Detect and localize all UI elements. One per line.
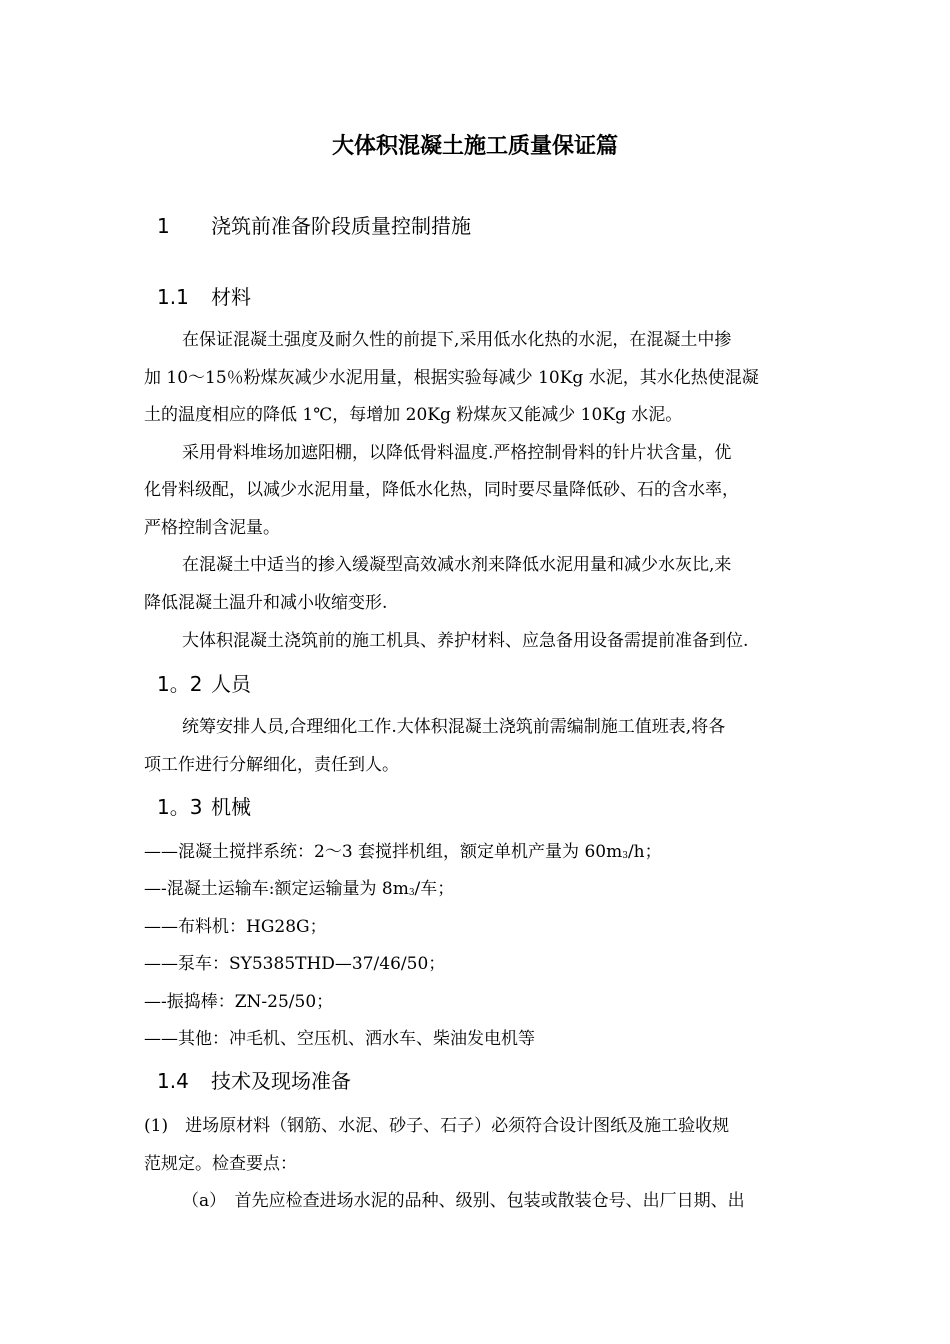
paragraph-line: 在混凝土中适当的掺入缓凝型高效减水剂来降低水泥用量和减少水灰比,来 <box>182 555 732 575</box>
item-text: ——混凝土搅拌系统：2～3 套搅拌机组，额定单机产量为 60m <box>144 842 623 862</box>
section-1-2-heading <box>157 670 251 698</box>
section-title: 人员 <box>211 672 251 696</box>
document-title: 大体积混凝土施工质量保证篇 <box>331 134 618 159</box>
item-text: —-混凝土运输车:额定运输量为 8m <box>144 879 409 899</box>
item-text: —-振捣棒：ZN-25/50； <box>144 992 334 1012</box>
section-1-heading <box>157 212 471 240</box>
paragraph-line: (1) 进场原材料（钢筋、水泥、砂子、石子）必须符合设计图纸及施工验收规 <box>144 1116 730 1136</box>
equipment-item <box>144 989 333 1015</box>
paragraph-line: 范规定。检查要点： <box>144 1154 297 1174</box>
paragraph-line: 在保证混凝土强度及耐久性的前提下,采用低水化热的水泥，在混凝土中掺 <box>182 330 732 350</box>
section-1-4-heading <box>157 1067 351 1095</box>
equipment-item <box>144 839 662 868</box>
paragraph-line: 大体积混凝土浇筑前的施工机具、养护材料、应急备用设备需提前准备到位. <box>182 631 749 651</box>
section-title: 材料 <box>211 285 251 309</box>
item-text-suffix: /h； <box>627 842 662 862</box>
item-text: ——布料机：HG28G； <box>144 917 327 937</box>
section-1-3-heading <box>157 793 251 821</box>
paragraph-line: 统筹安排人员,合理细化工作.大体积混凝土浇筑前需编制施工值班表,将各 <box>182 717 726 737</box>
section-title: 机械 <box>211 795 251 819</box>
section-number: 1。3 <box>157 795 203 819</box>
paragraph-line: 化骨料级配，以减少水泥用量，降低水化热，同时要尽量降低砂、石的含水率， <box>144 480 739 500</box>
paragraph-line: 降低混凝土温升和减小收缩变形. <box>144 593 388 613</box>
paragraph-line: 采用骨料堆场加遮阳棚，以降低骨料温度.严格控制骨料的针片状含量，优 <box>182 443 732 463</box>
paragraph-line: 土的温度相应的降低 1℃，每增加 20Kg 粉煤灰又能减少 10Kg 水泥。 <box>144 405 683 425</box>
superscript: 3 <box>622 851 628 861</box>
section-1-1-heading <box>157 283 251 311</box>
item-text: ——其他：冲毛机、空压机、洒水车、柴油发电机等 <box>144 1029 535 1049</box>
equipment-item <box>144 914 327 940</box>
superscript: 3 <box>408 888 415 898</box>
item-text-suffix: /车； <box>414 879 455 899</box>
equipment-item <box>144 951 445 977</box>
equipment-item <box>144 1026 535 1052</box>
item-text: ——泵车：SY5385THD—37/46/50； <box>144 954 446 974</box>
paragraph-line: （a） 首先应检查进场水泥的品种、级别、包装或散装仓号、出厂日期、出 <box>182 1191 745 1211</box>
section-title: 浇筑前准备阶段质量控制措施 <box>211 214 471 238</box>
paragraph-line: 严格控制含泥量。 <box>144 518 280 538</box>
equipment-item <box>144 876 454 905</box>
paragraph-line: 加 10～15％粉煤灰减少水泥用量，根据实验每减少 10Kg 水泥，其水化热使混凝 <box>144 368 759 388</box>
section-number: 1.4 <box>157 1069 189 1093</box>
section-number: 1.1 <box>157 285 189 309</box>
section-title: 技术及现场准备 <box>211 1069 351 1093</box>
section-number: 1 <box>157 214 170 238</box>
paragraph-line: 项工作进行分解细化，责任到人。 <box>144 755 399 775</box>
section-number: 1。2 <box>157 672 203 696</box>
